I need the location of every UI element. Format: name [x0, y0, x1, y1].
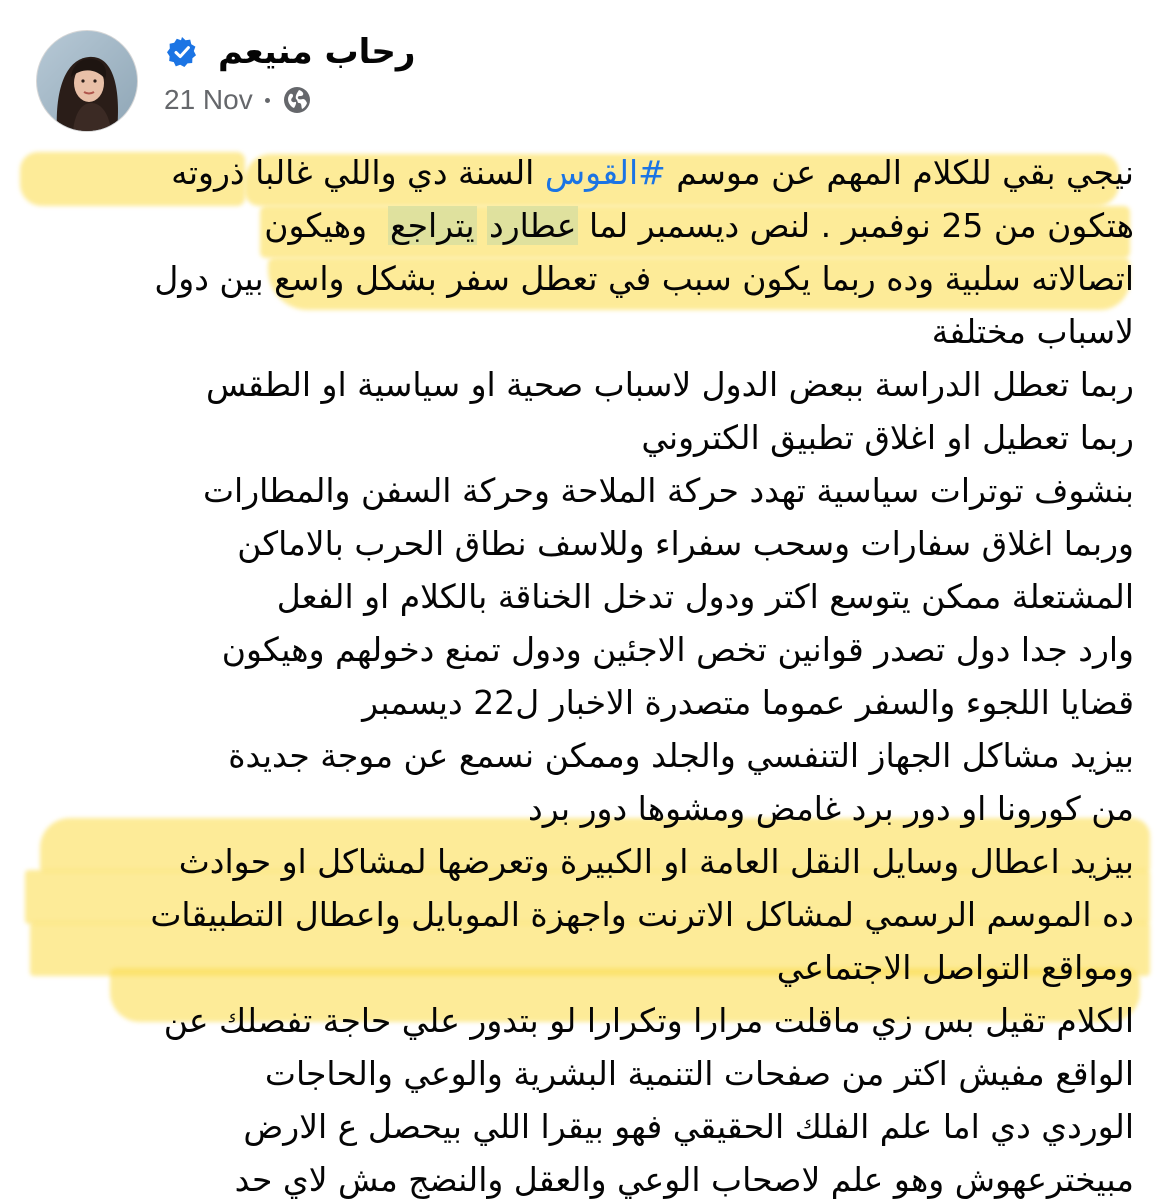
post-line-20: مبيخترعهوش وهو علم لاصحاب الوعي والعقل والنضج مش لاي حد — [234, 1160, 1134, 1199]
post-line-17: الكلام تقيل بس زي ماقلت مرارا وتكرارا لو بتدور علي حاجة تفصلك عن — [163, 1001, 1134, 1040]
post-meta — [164, 80, 312, 120]
avatar-photo-icon — [37, 31, 137, 131]
post-line-1 — [26, 146, 1134, 199]
post-text — [26, 146, 1134, 1200]
post-line-11: قضايا اللجوء والسفر عموما متصدرة الاخبار ل22 ديسمبر — [362, 683, 1134, 722]
text-segment: نيجي بقي للكلام المهم عن موسم — [676, 153, 1134, 192]
highlighted-word: يتراجع — [390, 206, 475, 245]
post-line-4: لاسباب مختلفة — [931, 312, 1134, 351]
text-segment: وهيكون — [264, 206, 368, 245]
post-line-3: اتصالاته سلبية وده ربما يكون سبب في تعطل سفر بشكل واسع بين دول — [154, 259, 1134, 298]
separator-dot — [265, 98, 270, 103]
post-line-7: بنشوف توترات سياسية تهدد حركة الملاحة وحركة السفن والمطارات — [202, 471, 1134, 510]
post-line-13: من كورونا او دور برد غامض ومشوها دور برد — [528, 789, 1134, 828]
post-line-14: بيزيد اعطال وسايل النقل العامة او الكبيرة وتعرضها لمشاكل او حوادث — [178, 842, 1134, 881]
post-header — [30, 22, 1134, 132]
post-line-5: ربما تعطل الدراسة ببعض الدول لاسباب صحية او سياسية او الطقس — [205, 365, 1134, 404]
hashtag-link[interactable]: #القوس — [544, 153, 666, 192]
post-line-2 — [26, 199, 1134, 252]
author-avatar[interactable] — [36, 30, 138, 132]
post-line-16: ومواقع التواصل الاجتماعي — [776, 948, 1134, 987]
post-line-6: ربما تعطيل او اغلاق تطبيق الكتروني — [641, 418, 1134, 457]
post-line-8: وربما اغلاق سفارات وسحب سفراء وللاسف نطاق الحرب بالاماكن — [237, 524, 1134, 563]
highlighted-word: عطارد — [489, 206, 577, 245]
text-segment: السنة دي واللي غالبا ذروته — [171, 153, 535, 192]
post-line-18: الواقع مفيش اكتر من صفحات التنمية البشرية والوعي والحاجات — [264, 1054, 1134, 1093]
globe-icon[interactable] — [282, 85, 312, 115]
post-line-10: وارد جدا دول تصدر قوانين تخص الاجئين ودول تمنع دخولهم وهيكون — [221, 630, 1134, 669]
post-line-9: المشتعلة ممكن يتوسع اكتر ودول تدخل الخناقة بالكلام او الفعل — [276, 577, 1134, 616]
post-line-15: ده الموسم الرسمي لمشاكل الاترنت واجهزة الموبايل واعطال التطبيقات — [150, 895, 1134, 934]
post-line-12: بيزيد مشاكل الجهاز التنفسي والجلد وممكن نسمع عن موجة جديدة — [228, 736, 1134, 775]
post-timestamp[interactable]: 21 Nov — [164, 84, 253, 115]
verified-badge-icon — [166, 36, 198, 68]
author-name[interactable]: رحاب منيعم — [218, 32, 416, 72]
text-segment: هتكون من 25 نوفمبر . لنص ديسمبر لما — [588, 206, 1134, 245]
post-line-19: الوردي دي اما علم الفلك الحقيقي فهو بيقرا اللي بيحصل ع الارض — [243, 1107, 1134, 1146]
